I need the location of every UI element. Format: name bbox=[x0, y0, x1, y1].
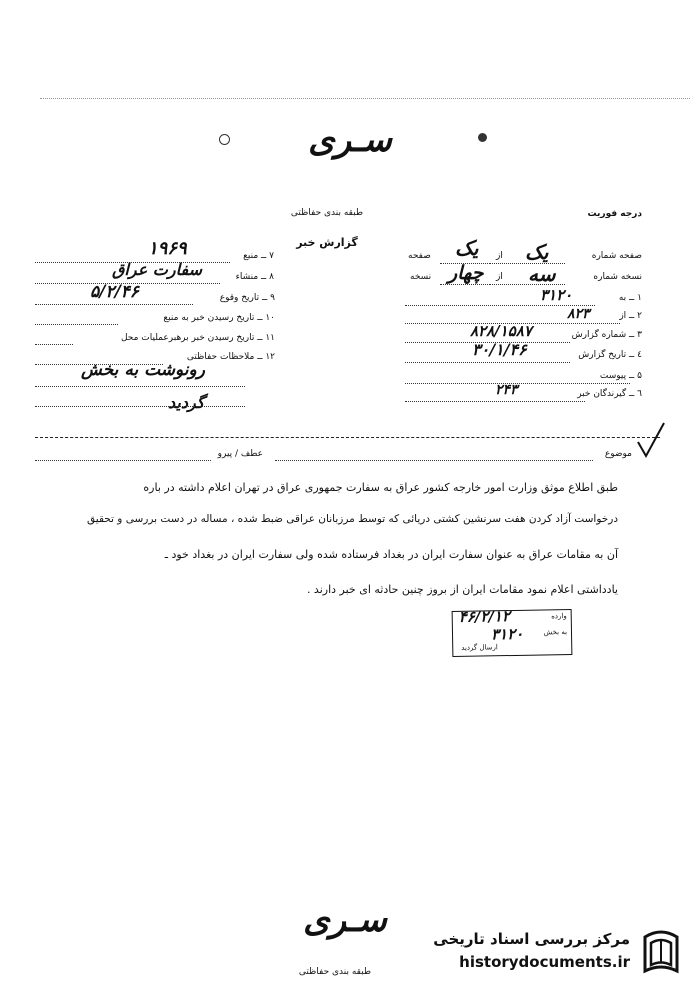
item-5-label: ۵ ــ پیوست bbox=[599, 371, 642, 381]
urgency-label: درجه فوریت bbox=[587, 209, 642, 219]
stamp-line2-value: ۳۱۲۰ bbox=[490, 624, 524, 644]
handwritten-note-line1: رونوشت به بخش bbox=[81, 360, 205, 380]
reference-label: عطف / پیرو bbox=[217, 449, 263, 459]
hole-punch-left bbox=[219, 134, 230, 145]
item-8-label: ۸ ــ منشاء bbox=[235, 272, 274, 282]
body-line-3: آن به مقامات عراق به عنوان سفارت ایران در بغداد فرستاده شده ولی سفارت ایران در بغداد خود ـ bbox=[164, 548, 618, 561]
item-4-value: ۳۰/۱/۴۶ bbox=[472, 340, 527, 359]
copy-total: چهار bbox=[448, 262, 484, 284]
item-3-value: ۸۲۸/۱۵۸۷ bbox=[470, 322, 532, 340]
classification-label: طبقه بندی حفاظتی bbox=[290, 208, 364, 218]
handwritten-note-line2: گردید bbox=[168, 393, 205, 412]
archive-watermark bbox=[410, 925, 690, 985]
section-divider bbox=[35, 437, 660, 438]
item-9-label: ۹ ــ تاریخ وقوع bbox=[219, 293, 275, 303]
subject-label: موضوع bbox=[604, 449, 632, 459]
top-edge-line bbox=[40, 98, 690, 99]
report-title: گزارش خبر bbox=[296, 236, 358, 249]
item-1-value: ۳۱۲۰ bbox=[540, 286, 573, 304]
item-8-value: سفارت عراق bbox=[112, 260, 202, 279]
stamp-line2-label: به بخش bbox=[543, 628, 568, 637]
classification-bottom-text: سـری bbox=[303, 900, 387, 940]
stamp-line1-value: ۴۶/۲/۱۲ bbox=[458, 607, 511, 626]
footer-classification-label: طبقه بندی حفاظتی bbox=[298, 967, 372, 977]
body-line-1: طبق اطلاع موثق وزارت امور خارجه کشور عراق به سفارت جمهوری عراق در تهران اعلام داشته در باره bbox=[143, 481, 618, 494]
item-7-value: ۱۹۶۹ bbox=[148, 238, 187, 259]
copy-label: نسخه شماره bbox=[593, 272, 642, 282]
item-3-label: ۳ ــ شماره گزارش bbox=[571, 330, 642, 340]
classification-top bbox=[225, 120, 475, 160]
body-line-2: درخواست آزاد کردن هفت سرنشین کشتی دریائی که توسط مرزبانان عراقی ضبط شده ، مساله در دست بررسی و تحقیق bbox=[87, 513, 618, 525]
archive-logo-icon bbox=[637, 929, 685, 979]
stamp-line3: ارسال گردید bbox=[461, 643, 498, 652]
item-11-label: ۱۱ ــ تاریخ رسیدن خبر برهبرعملیات محل bbox=[120, 333, 275, 343]
copy-of: از bbox=[496, 272, 503, 282]
hole-punch-right bbox=[478, 133, 487, 142]
item-9-value: ۵/۲/۴۶ bbox=[90, 282, 139, 302]
page-value: یک bbox=[525, 240, 549, 264]
checkmark-icon bbox=[636, 420, 666, 460]
item-2-label: ۲ ــ از bbox=[619, 311, 642, 321]
item-10-label: ۱۰ ــ تاریخ رسیدن خبر به منبع bbox=[163, 313, 275, 323]
item-1-label: ۱ ــ به bbox=[618, 293, 642, 303]
item-6-value: ۲۴۳ bbox=[495, 382, 518, 398]
page-total: یک bbox=[455, 236, 479, 260]
body-line-4: یادداشتی اعلام نمود مقامات ایران از بروز چنین حادثه ای خبر دارند . bbox=[306, 583, 618, 596]
copy-unit: نسخه bbox=[410, 272, 432, 282]
page-of: از bbox=[496, 251, 503, 261]
item-12-label: ۱۲ ــ ملاحظات حفاظتی bbox=[186, 352, 275, 362]
item-4-label: ٤ ــ تاریخ گزارش bbox=[578, 350, 642, 360]
item-7-label: ۷ ــ منبع bbox=[243, 251, 274, 261]
received-stamp bbox=[452, 609, 573, 657]
classification-top-text: سـری bbox=[308, 120, 392, 160]
stamp-line1-label: وارده bbox=[551, 612, 567, 621]
watermark-url: historydocuments.ir bbox=[459, 953, 630, 971]
item-2-value: ۸۲۳ bbox=[567, 306, 590, 322]
page-label: صفحه شماره bbox=[591, 251, 642, 261]
copy-value: سه bbox=[528, 262, 556, 286]
page-unit: صفحه bbox=[408, 251, 431, 261]
watermark-title: مرکز بررسی اسناد تاریخی bbox=[433, 930, 630, 948]
item-6-label: ٦ ــ گیرندگان خبر bbox=[577, 389, 642, 399]
